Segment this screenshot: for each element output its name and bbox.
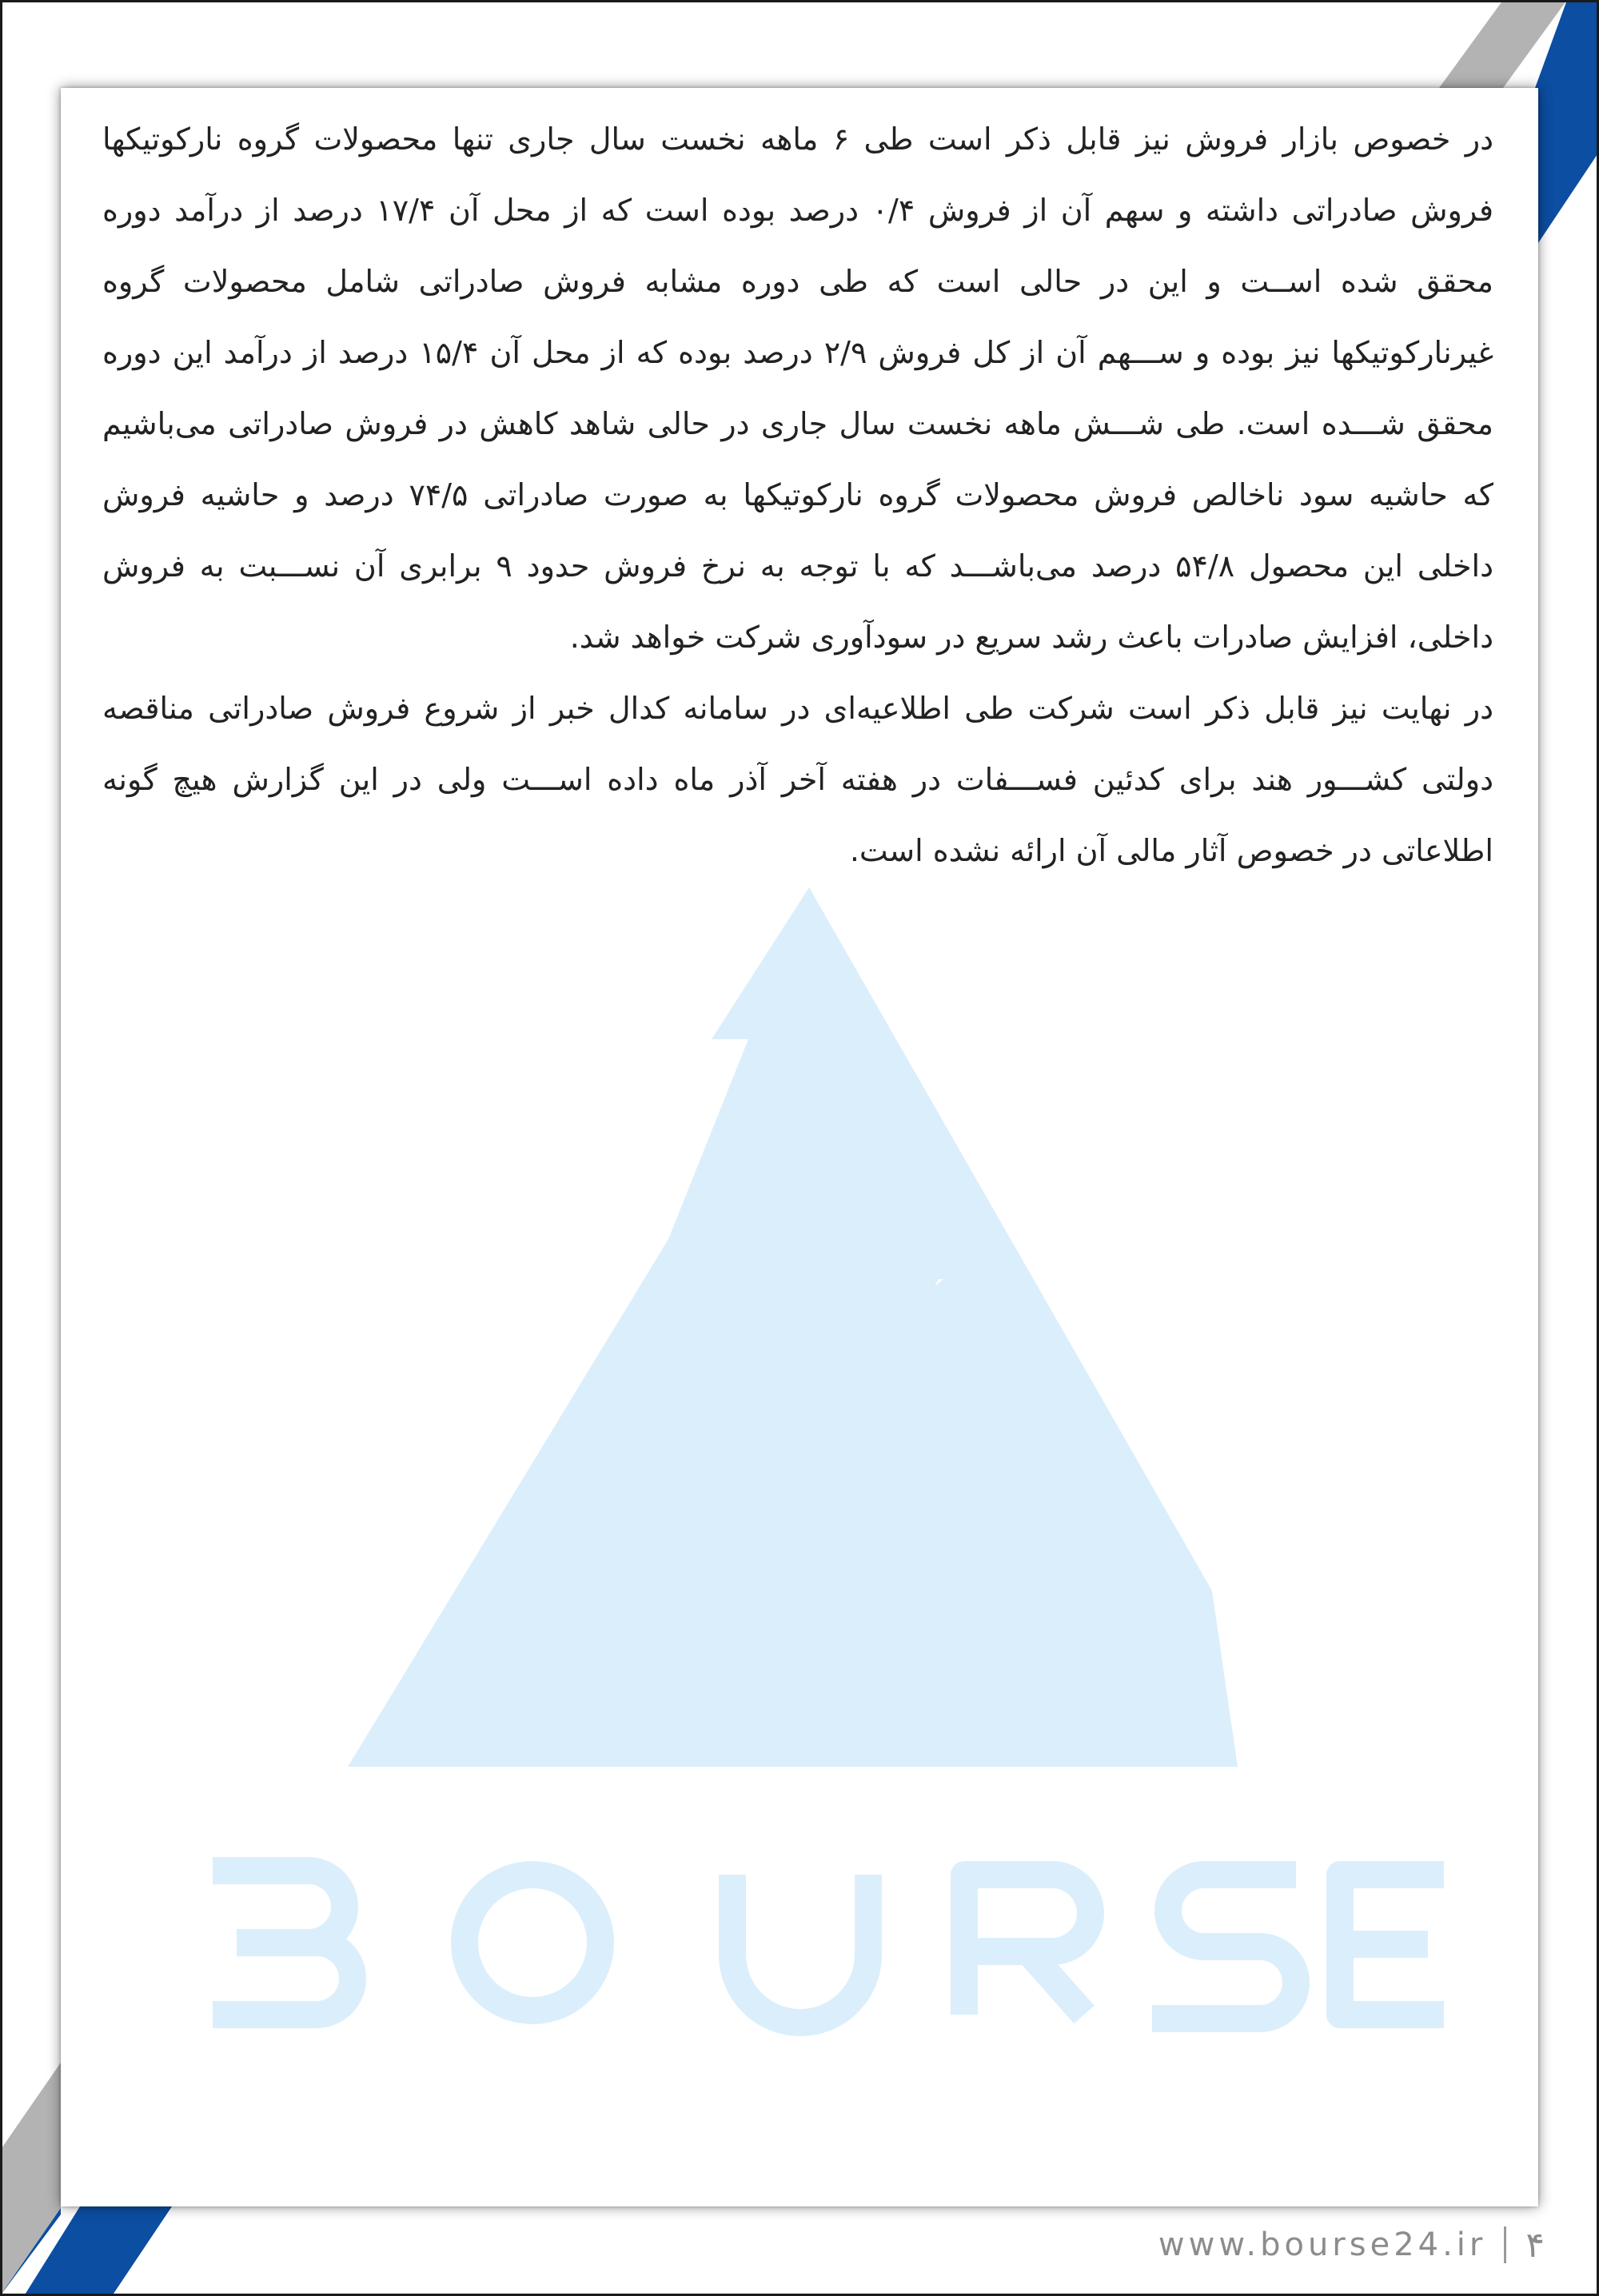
footer-website-link[interactable]: www.bourse24.ir (1158, 2226, 1487, 2263)
paragraph-export-sales: در خصوص بازار فروش نیز قابل ذکر است طی ۶ ماهه نخست سال جاری تنها محصولات گروه نارکوتیکها فروش صادراتی داشته و سهم آن از فروش ۰/۴ درصد بوده است که از محل آن ۱۷/۴ درصد از درآمد دوره محقق شده اســت و این در حالی است که طی دوره مشابه فروش صادراتی شامل محصولات گروه غیرنارکوتیکها نیز بوده و ســـهم آن از کل فروش ۲/۹ درصد بوده که از محل آن ۱۵/۴ درصد از درآمد این دوره محقق شـــده است. طی شـــش ماهه نخست سال جاری در حالی شاهد کاهش در فروش صادراتی می‌باشیم که حاشیه سود ناخالص فروش محصولات گروه نارکوتیکها به صورت صادراتی ۷۴/۵ درصد و حاشیه فروش داخلی این محصول ۵۴/۸ درصد می‌باشـــد که با توجه به نرخ فروش حدود ۹ برابری آن نســـبت به فروش داخلی، افزایش صادرات باعث رشد سریع در سودآوری شرکت خواهد شد. (102, 122, 1494, 655)
document-page (61, 88, 1538, 2206)
bourse24-wordmark (213, 1871, 1444, 2023)
paragraph-tender-notice: در نهایت نیز قابل ذکر است شرکت طی اطلاعیه‌ای در سامانه کدال خبر از شروع فروش صادراتی مناقصه دولتی کشـــور هند برای کدئین فســـفات در هفته آخر آذر ماه داده اســـت ولی در این گزارش هیچ گونه اطلاعاتی در خصوص آثار مالی آن ارائه نشده است. (102, 691, 1493, 868)
footer-divider (1504, 2226, 1506, 2263)
page-number: ۴ (1525, 2224, 1545, 2266)
bourse24-triangle-logo-icon (348, 887, 1238, 1767)
page-footer (1158, 2221, 1545, 2269)
body-text (102, 104, 1493, 887)
